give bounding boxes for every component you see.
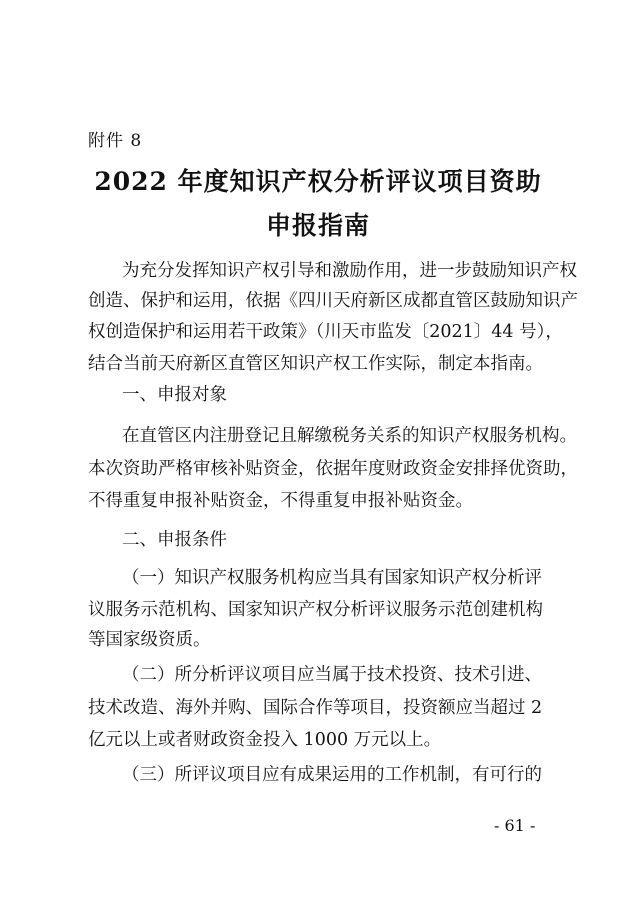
page-number: - 61 -: [494, 816, 536, 835]
condition-1-line-3: 等国家级资质。: [88, 630, 211, 650]
section-2-heading: 二、申报条件: [122, 530, 227, 550]
section-1-line-1: 在直管区内注册登记且解缴税务关系的知识产权服务机构。: [122, 426, 577, 446]
condition-2-line-2: 技术改造、海外并购、国际合作等项目，投资额应当超过 2: [88, 698, 543, 718]
condition-2-line-3: 亿元以上或者财政资金投入 1000 万元以上。: [88, 730, 442, 750]
section-1-heading: 一、申报对象: [122, 385, 227, 405]
document-title-line-2: 申报指南: [265, 211, 370, 240]
condition-2-line-1: （二）所分析评议项目应当属于技术投资、技术引进、: [122, 665, 542, 685]
section-1-line-3: 不得重复申报补贴资金，不得重复申报补贴资金。: [88, 491, 473, 511]
intro-line-4: 结合当前天府新区直管区知识产权工作实际，制定本指南。: [88, 354, 543, 374]
document-title-line-1: 2022 年度知识产权分析评议项目资助: [94, 167, 542, 196]
intro-line-2: 创造、保护和运用，依据《四川天府新区成都直管区鼓励知识产: [88, 291, 578, 311]
intro-line-1: 为充分发挥知识产权引导和激励作用，进一步鼓励知识产权: [122, 261, 577, 281]
attachment-label: 附件 8: [88, 131, 143, 151]
section-1-line-2: 本次资助严格审核补贴资金，依据年度财政资金安排择优资助，: [88, 459, 578, 479]
condition-1-line-2: 议服务示范机构、国家知识产权分析评议服务示范创建机构: [88, 600, 543, 620]
condition-1-line-1: （一）知识产权服务机构应当具有国家知识产权分析评: [122, 568, 542, 588]
condition-3-line-1: （三）所评议项目应有成果运用的工作机制，有可行的: [122, 765, 542, 785]
intro-line-3: 权创造保护和运用若干政策》（川天市监发〔2021〕44 号），: [88, 322, 563, 342]
